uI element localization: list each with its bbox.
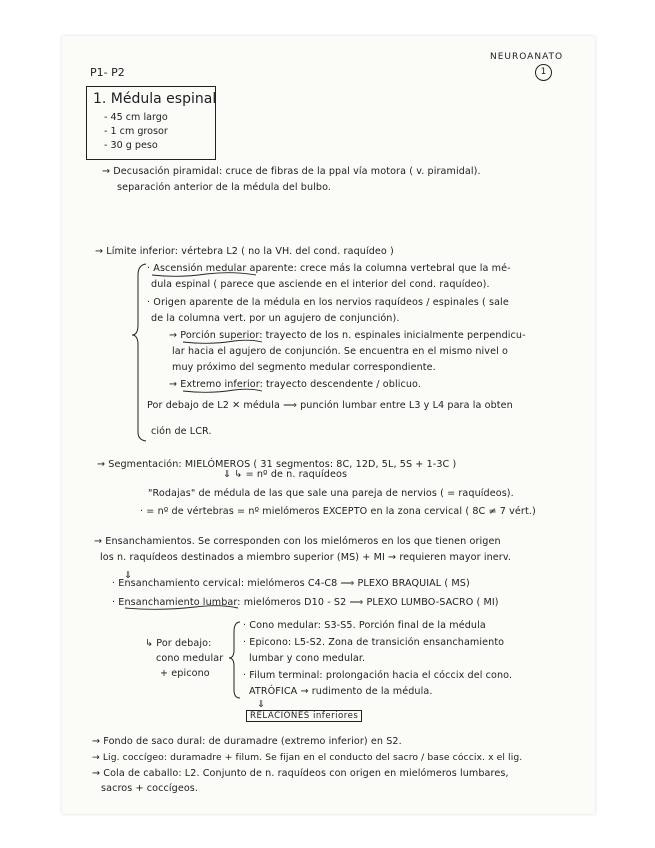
note-porcion-3: muy próximo del segmento medular correspondiente. [172, 362, 436, 373]
note-limite: → Límite inferior: vértebra L2 ( no la VH. del cond. raquídeo ) [95, 246, 394, 257]
note-cono: · Cono medular: S3-S5. Porción final de la médula [243, 620, 486, 631]
note-cola-caballo-1: → Cola de caballo: L2. Conjunto de n. raquídeos con origen en mielómeros lumbares, [92, 768, 509, 779]
note-ascension-2: dula espinal ( parece que asciende en el interior del cond. raquídeo). [151, 279, 490, 290]
note-ascension-1: · Ascensión medular aparente: crece más la columna vertebral que la mé- [147, 263, 511, 274]
note-porcion-1: → Porción superior: trayecto de los n. espinales inicialmente perpendicu- [169, 330, 526, 341]
note-origen-2: de la columna vert. por un agujero de conjunción). [151, 313, 400, 324]
note-por-debajo-3: + epicono [160, 668, 210, 679]
note-cervical: · Ensanchamiento cervical: mielómeros C4-C8 ⟹ PLEXO BRAQUIAL ( MS) [112, 578, 470, 589]
note-ensanchamientos-2: los n. raquídeos destinados a miembro superior (MS) + MI → requieren mayor inerv. [100, 552, 512, 563]
note-por-debajo-2: cono medular [156, 653, 224, 664]
note-relaciones: RELACIONES inferiores [246, 710, 362, 722]
page-number-text: 1 [540, 67, 547, 77]
page-title: 1. Médula espinal [93, 91, 217, 107]
note-filum-2: ATRÓFICA → rudimento de la médula. [249, 686, 433, 697]
note-lumbar: · Ensanchamiento lumbar: mielómeros D10 - S2 ⟹ PLEXO LUMBO-SACRO ( MI) [112, 597, 499, 608]
note-segmentacion-2: ⇓ ↳ = nº de n. raquídeos [223, 469, 348, 480]
note-segmentacion-3: "Rodajas" de médula de las que sale una pareja de nervios ( = raquídeos). [148, 488, 514, 499]
note-puncion-2: ción de LCR. [151, 426, 212, 437]
note-lig-coccigeo: → Lig. coccígeo: duramadre + filum. Se fijan en el conducto del sacro / base cóccix. x el lig. [92, 752, 523, 763]
pages-label: P1- P2 [90, 66, 125, 79]
note-ensanchamientos-1: → Ensanchamientos. Se corresponden con los mielómeros en los que tienen origen [94, 536, 501, 547]
note-decusacion-2: separación anterior de la médula del bulbo. [117, 182, 332, 193]
fact-thickness: - 1 cm grosor [104, 126, 168, 137]
subject-label: NEUROANATO [490, 52, 564, 62]
note-decusacion-1: → Decusación piramidal: cruce de fibras de la ppal vía motora ( v. piramidal). [102, 166, 481, 177]
note-filum-1: · Filum terminal: prolongación hacia el cóccix del cono. [243, 670, 513, 681]
fact-length: - 45 cm largo [104, 112, 168, 123]
note-segmentacion-4: · = nº de vértebras = nº mielómeros EXCEPTO en la zona cervical ( 8C ≠ 7 vért.) [140, 506, 536, 517]
note-epicono-2: lumbar y cono medular. [249, 653, 366, 664]
note-origen-1: · Origen aparente de la médula en los nervios raquídeos / espinales ( sale [147, 297, 509, 308]
fact-weight: - 30 g peso [104, 140, 158, 151]
note-porcion-2: lar hacia el agujero de conjunción. Se encuentra en el mismo nivel o [172, 346, 508, 357]
note-por-debajo-1: ↳ Por debajo: [145, 638, 212, 649]
note-extremo: → Extremo inferior: trayecto descendente / oblicuo. [169, 379, 421, 390]
note-ensanchamientos-3: ⇓ [124, 570, 133, 581]
note-fondo-saco: → Fondo de saco dural: de duramadre (extremo inferior) en S2. [92, 736, 402, 747]
note-cola-caballo-2: sacros + coccígeos. [101, 783, 199, 794]
note-epicono-1: · Epicono: L5-S2. Zona de transición ensanchamiento [243, 637, 505, 648]
note-segmentacion-1: → Segmentación: MIELÓMEROS ( 31 segmentos: 8C, 12D, 5L, 5S + 1-3C ) [97, 459, 457, 470]
note-filum-3: ⇓ [257, 699, 266, 710]
note-puncion-1: Por debajo de L2 ✕ médula ⟹ punción lumbar entre L3 y L4 para la obten [147, 400, 513, 411]
